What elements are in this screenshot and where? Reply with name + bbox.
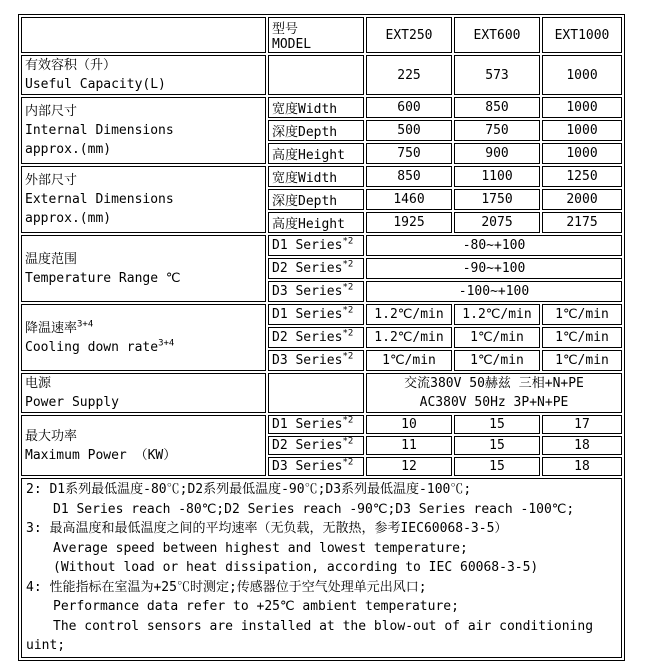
max-power-d3-ext600: 15 <box>454 457 540 476</box>
footnotes-cell <box>21 478 622 658</box>
external-width-ext600: 1100 <box>454 166 540 187</box>
internal-depth-ext600: 750 <box>454 120 540 141</box>
temp-range-label-zh: 温度范围 <box>25 251 78 267</box>
internal-depth-label: 深度Depth <box>268 120 364 141</box>
power-supply-label-cell <box>21 373 266 413</box>
d2-superscript: *2 <box>342 436 354 447</box>
power-supply-label-zh: 电源 <box>25 376 52 391</box>
temp-range-d3-series-label: D3 Series$^{*2}$ <box>268 281 364 302</box>
internal-height-label: 高度Height <box>268 143 364 164</box>
d1-superscript: *2 <box>342 415 354 426</box>
external-depth-ext600: 1750 <box>454 189 540 210</box>
external-dims-label-en: External Dimensions <box>25 192 174 207</box>
power-supply-value-zh: 交流380V 50赫兹 三相+N+PE <box>404 376 584 391</box>
d3-superscript: *2 <box>342 351 354 362</box>
cooling-d2-ext600: 1℃/min <box>454 327 540 348</box>
max-power-d1-ext600: 15 <box>454 415 540 434</box>
d1-superscript: *2 <box>342 305 354 316</box>
max-power-label-en: Maximum Power （KW） <box>25 447 177 463</box>
capacity-empty-subcell <box>268 55 364 95</box>
max-power-d3-series-label: D3 Series$^{*2}$ <box>268 457 364 476</box>
footnote-4-zh: 4: 性能指标在室温为+25℃时测定;传感器位于空气处理单元出风口; <box>26 579 427 595</box>
cooling-d3-ext1000: 1℃/min <box>542 350 622 371</box>
temp-range-d2-value: -90~+100 <box>366 258 622 279</box>
external-height-ext600: 2075 <box>454 212 540 233</box>
cooling-d2-ext1000: 1℃/min <box>542 327 622 348</box>
model-name-ext1000: EXT1000 <box>542 17 622 53</box>
max-power-d2-ext600: 15 <box>454 436 540 455</box>
max-power-d2-series-label: D2 Series$^{*2}$ <box>268 436 364 455</box>
capacity-ext1000: 1000 <box>542 55 622 95</box>
cooling-rate-zh-superscript: 3+4 <box>77 319 94 330</box>
internal-width-row <box>21 97 622 118</box>
internal-height-ext600: 900 <box>454 143 540 164</box>
model-name-ext250: EXT250 <box>366 17 452 53</box>
max-power-d2-ext250: 11 <box>366 436 452 455</box>
cooling-d3-ext600: 1℃/min <box>454 350 540 371</box>
internal-height-ext250: 750 <box>366 143 452 164</box>
cooling-rate-label-en: Cooling down rate <box>25 339 159 355</box>
max-power-d3-ext1000: 18 <box>542 457 622 476</box>
footnote-3-en-1: Average speed between highest and lowest temperature; <box>53 540 468 556</box>
external-dims-label-cell <box>21 166 266 233</box>
capacity-label-en: Useful Capacity(L) <box>25 77 166 92</box>
cooling-rate-label-cell <box>21 304 266 371</box>
external-depth-label: 深度Depth <box>268 189 364 210</box>
external-width-ext250: 850 <box>366 166 452 187</box>
cooling-rate-label-zh: 降温速率 <box>25 320 78 336</box>
temp-range-d3-value: -100~+100 <box>366 281 622 302</box>
max-power-d1-series-label: D1 Series$^{*2}$ <box>268 415 364 434</box>
d1-superscript: *2 <box>342 236 354 247</box>
product-spec-table <box>18 14 625 661</box>
temp-range-label-en: Temperature Range ℃ <box>25 270 181 286</box>
internal-depth-ext1000: 1000 <box>542 120 622 141</box>
external-width-row <box>21 166 622 187</box>
internal-width-ext1000: 1000 <box>542 97 622 118</box>
external-width-ext1000: 1250 <box>542 166 622 187</box>
max-power-label-cell <box>21 415 266 476</box>
temp-range-d1-series-label: D1 Series$^{*2}$ <box>268 235 364 256</box>
footnote-4-en-wrap: uint; <box>26 638 66 653</box>
model-label-en: MODEL <box>272 37 312 52</box>
cooling-d2-series-label: D2 Series$^{*2}$ <box>268 327 364 348</box>
power-supply-label-en: Power Supply <box>25 395 119 410</box>
max-power-d1-row <box>21 415 622 434</box>
footnotes-row <box>21 478 622 658</box>
internal-dims-label-cell <box>21 97 266 164</box>
footnote-3-en-2: (Without load or heat dissipation, according to IEC 60068-3-5) <box>53 560 539 575</box>
power-supply-value-en: AC380V 50Hz 3P+N+PE <box>419 395 569 410</box>
d3-superscript: *2 <box>342 457 354 468</box>
cooling-d3-series-label: D3 Series$^{*2}$ <box>268 350 364 371</box>
temp-range-d1-row <box>21 235 622 256</box>
capacity-label-zh: 有效容积（升） <box>25 58 117 73</box>
external-depth-ext250: 1460 <box>366 189 452 210</box>
cooling-d2-ext250: 1.2℃/min <box>366 327 452 348</box>
footnote-2-zh: 2: D1系列最低温度-80℃;D2系列最低温度-90℃;D3系列最低温度-100℃; <box>26 482 472 497</box>
max-power-d2-ext1000: 18 <box>542 436 622 455</box>
power-supply-value-cell <box>366 373 622 413</box>
internal-dims-label-en: Internal Dimensions <box>25 123 174 138</box>
capacity-ext250: 225 <box>366 55 452 95</box>
capacity-row <box>21 55 622 95</box>
max-power-d1-ext1000: 17 <box>542 415 622 434</box>
external-dims-label-en2: approx.(mm) <box>25 211 112 226</box>
internal-width-ext250: 600 <box>366 97 452 118</box>
power-supply-empty-subcell <box>268 373 364 413</box>
temp-range-label-cell <box>21 235 266 302</box>
max-power-d1-ext250: 10 <box>366 415 452 434</box>
header-row <box>21 17 622 53</box>
internal-width-ext600: 850 <box>454 97 540 118</box>
cooling-d1-ext1000: 1℃/min <box>542 304 622 325</box>
max-power-d3-ext250: 12 <box>366 457 452 476</box>
footnote-3-zh: 3: 最高温度和最低温度之间的平均速率（无负载，无散热，参考IEC60068-3-5） <box>26 521 508 536</box>
external-depth-ext1000: 2000 <box>542 189 622 210</box>
internal-depth-ext250: 500 <box>366 120 452 141</box>
temp-range-d2-series-label: D2 Series$^{*2}$ <box>268 258 364 279</box>
external-height-ext1000: 2175 <box>542 212 622 233</box>
internal-width-label: 宽度Width <box>268 97 364 118</box>
footnote-2-en: D1 Series reach -80℃;D2 Series reach -90℃;D3 Series reach -100℃; <box>53 501 575 517</box>
d3-superscript: *2 <box>342 282 354 293</box>
max-power-label-zh: 最大功率 <box>25 428 78 444</box>
temp-range-d1-value: -80~+100 <box>366 235 622 256</box>
external-height-label: 高度Height <box>268 212 364 233</box>
model-name-ext600: EXT600 <box>454 17 540 53</box>
internal-dims-label-zh: 内部尺寸 <box>25 104 78 119</box>
capacity-ext600: 573 <box>454 55 540 95</box>
power-supply-row <box>21 373 622 413</box>
internal-height-ext1000: 1000 <box>542 143 622 164</box>
internal-dims-label-en2: approx.(mm) <box>25 142 112 157</box>
cooling-d1-series-label: D1 Series$^{*2}$ <box>268 304 364 325</box>
model-label-zh: 型号 <box>272 22 299 37</box>
cooling-d1-ext600: 1.2℃/min <box>454 304 540 325</box>
cooling-rate-en-superscript: 3+4 <box>158 338 175 349</box>
d2-superscript: *2 <box>342 259 354 270</box>
cooling-d1-ext250: 1.2℃/min <box>366 304 452 325</box>
d2-superscript: *2 <box>342 328 354 339</box>
footnote-4-en-1: Performance data refer to +25℃ ambient temperature; <box>53 599 459 614</box>
cooling-d1-row <box>21 304 622 325</box>
external-dims-label-zh: 外部尺寸 <box>25 173 78 188</box>
external-width-label: 宽度Width <box>268 166 364 187</box>
footnote-4-en-2: The control sensors are installed at the blow-out of air conditioning <box>53 618 594 634</box>
capacity-label-cell <box>21 55 266 95</box>
external-height-ext250: 1925 <box>366 212 452 233</box>
model-label-cell <box>268 17 364 53</box>
header-empty-cell <box>21 17 266 53</box>
cooling-d3-ext250: 1℃/min <box>366 350 452 371</box>
